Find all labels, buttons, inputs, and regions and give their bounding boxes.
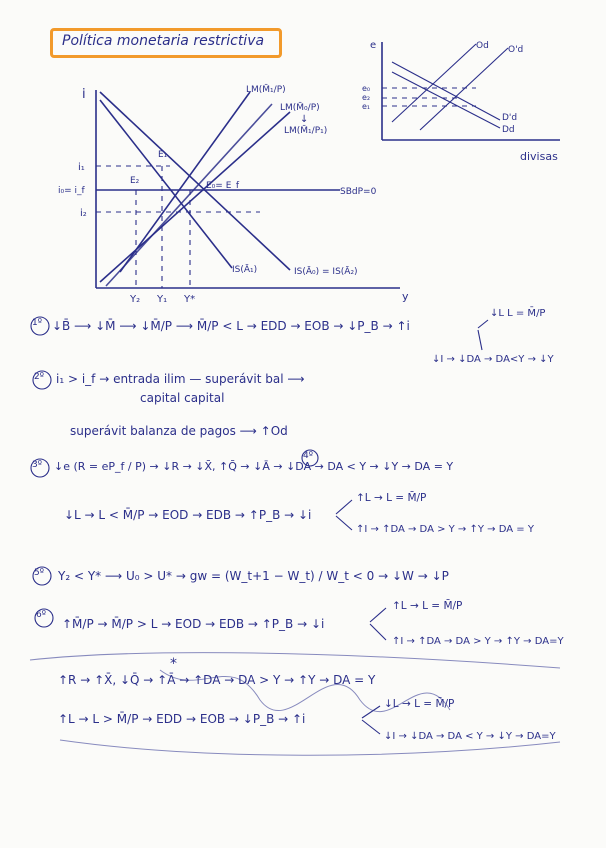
fx-od-label: Od [476,41,489,51]
s6-branch-up: ↑L → L = M̄/P [392,600,463,612]
fx-od-curve [392,44,476,122]
tick-i2: i₂ [80,208,87,219]
s3-line1: ↓e (R = eP_f / P) → ↓R → ↓X̄, ↑Q̄ → ↓Ā → ↓DA → DA < Y → ↓Y → DA = Y [54,460,454,473]
fx-axis-divisas-label: divisas [520,150,558,163]
fx-od2-label: O'd [508,45,524,55]
lm-arrow: ↓ [300,114,309,125]
lm2-label: LM(M̄₁/P₁) [284,126,328,136]
tick-ystar: Y* [184,294,196,305]
e1-label: E₁ [158,150,168,160]
tick-y1: Y₁ [157,294,168,305]
s1-branch-down: ↓I → ↓DA → DA<Y → ↓Y [432,354,554,365]
s4-number: 4º [303,451,313,461]
fx-e2-label: e₂ [362,93,371,102]
e2-label: E₂ [130,176,140,186]
s2-line3: superávit balanza de pagos ⟶ ↑Od [70,424,288,438]
s2-line1: i₁ > i_f → entrada ilim — superávit bal ⟶ [56,372,305,386]
is-a1-label: IS(Ā₁) [232,265,258,275]
s5-number: 5º [34,568,44,578]
s1-branch-up: ↓L L = M̄/P [490,308,546,319]
tick-i1: i₁ [78,162,85,173]
e0-label: E₀= E_f [206,181,240,191]
islm-axis-y-label: y [402,290,409,303]
s6-line1: ↑M̄/P → M̄/P > L → EOD → EDB → ↑P_B → ↓i [62,617,325,631]
s6-number: 6º [36,610,46,620]
page-title: Política monetaria restrictiva [62,33,265,49]
lm1-label: LM(M̄₁/P) [246,85,286,95]
s1-line1: ↓B̄ ⟶ ↓M̄ ⟶ ↓M̄/P ⟶ M̄/P < L → EDD → EOB → ↓P_B → ↑i [52,319,410,333]
fx-dd-label: Dd [502,125,515,135]
s3-branch-down: ↑I → ↑DA → DA > Y → ↑Y → DA = Y [356,524,534,535]
s5-line1: Y₂ < Y* ⟶ U₀ > U* → gw = (W_t+1 − W_t) / W_t < 0 → ↓W → ↓P [58,569,449,583]
sbdp-label: SBdP=0 [340,187,377,197]
s6-branch-down: ↑I → ↑DA → DA > Y → ↑Y → DA=Y [392,636,564,647]
s7-line1: ↑R → ↑X̄, ↓Q̄ → ↑Ā → ↑DA → DA > Y → ↑Y → DA = Y [58,673,376,687]
is-curve-a0 [100,92,290,270]
lm-curve-0 [106,104,272,286]
fx-dd2-label: D'd [502,113,518,123]
fx-axis-e-label: e [370,40,377,51]
islm-axis-i-label: i [82,87,86,102]
s3-branch [336,500,352,530]
is-a0-label: IS(Ā₀) = IS(Ā₂) [294,267,358,277]
s7-star: * [170,656,177,672]
tick-y2: Y₂ [130,294,141,305]
lm0-label: LM(M̄₀/P) [280,103,320,113]
s3-line2: ↓L → L < M̄/P → EOD → EDB → ↑P_B → ↓i [64,508,312,522]
s2-line2: capital capital [140,391,225,405]
s1-branch [478,320,488,350]
fx-dd-curve [392,72,500,128]
fx-e0-label: e₀ [362,84,371,93]
fx-e1-label: e₁ [362,102,371,111]
tick-i0: i₀= i_f [58,186,85,196]
s1-number: 1º [32,318,42,328]
s7-branch-down: ↓I → ↓DA → DA < Y → ↓Y → DA=Y [384,731,556,742]
s7-branch-up: ↓L → L = M̄/P [384,698,455,710]
s3-branch-up: ↑L → L = M̄/P [356,492,427,504]
s2-number: 2º [34,372,44,382]
s6-branch [370,608,386,640]
s7-line2: ↑L → L > M̄/P → EDD → EOB → ↓P_B → ↑i [58,712,306,726]
s3-number: 3º [32,460,42,470]
